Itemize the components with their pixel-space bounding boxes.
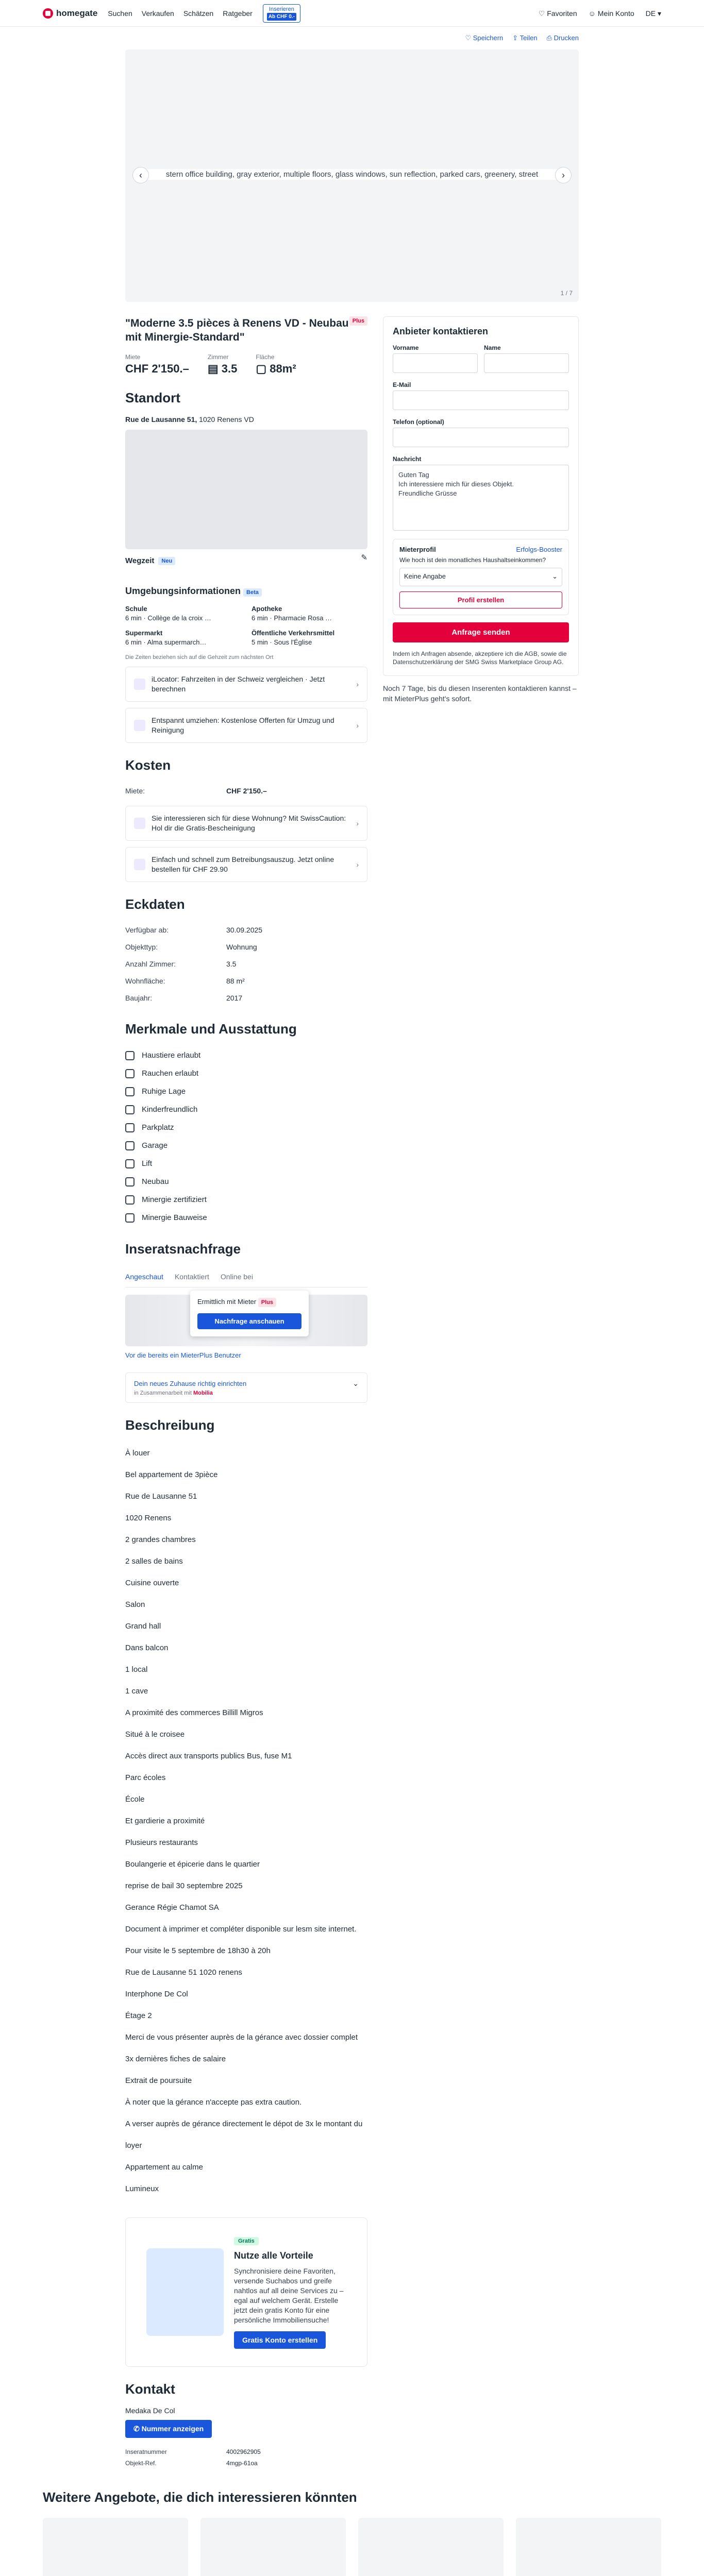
- blurred-demand-chart: [125, 1295, 367, 1346]
- swisscaution-card[interactable]: Sie interessieren sich für diese Wohnung? Mit SwissCaution: Hol dir die Gratis-Bescheinigung ›: [125, 806, 367, 841]
- description-line: École: [125, 1795, 145, 1804]
- message-textarea[interactable]: Guten Tag Ich interessiere mich für dieses Objekt. Freundliche Grüsse: [393, 465, 569, 531]
- description-line: Étage 2: [125, 2011, 152, 2020]
- description-line: Gerance Régie Chamot SA: [125, 1903, 219, 1912]
- nav-schaetzen[interactable]: Schätzen: [183, 9, 214, 18]
- listing-card-placeholder[interactable]: [200, 2518, 346, 2576]
- income-select[interactable]: Keine Angabe ⌄: [399, 568, 562, 586]
- minergie-icon: [125, 1213, 135, 1223]
- description-line: Merci de vous présenter auprès de la gérance avec dossier complet: [125, 2033, 358, 2042]
- merkmale-heading: Merkmale und Ausstattung: [125, 1021, 297, 1037]
- show-number-button[interactable]: ✆ Nummer anzeigen: [125, 2420, 212, 2438]
- description-line: Grand hall: [125, 1622, 161, 1631]
- quiet-icon: [125, 1087, 135, 1096]
- mieterprofil-box: Mieterprofil Erfolgs-Booster Wie hoch ist dein monatliches Haushaltseinkommen? Keine Angabe ⌄ Profil erstellen: [393, 539, 569, 615]
- area-value: ▢ 88m²: [256, 362, 296, 375]
- tab-online[interactable]: Online bei: [220, 1273, 253, 1281]
- language-select[interactable]: DE ▾: [645, 9, 661, 18]
- favorites-link[interactable]: ♡ Favoriten: [538, 9, 577, 18]
- lift-icon: [125, 1159, 135, 1168]
- print-icon: ⎙: [546, 34, 552, 42]
- feature-item: Garage: [125, 1137, 367, 1155]
- description-line: Pour visite le 5 septembre de 18h30 à 20h: [125, 1946, 271, 1955]
- heart-icon: ♡: [465, 34, 472, 42]
- mieterplus-hint: Noch 7 Tage, bis du diesen Inserenten kontaktieren kannst – mit MieterPlus geht's sofort.: [383, 684, 577, 703]
- chevron-down-icon: ⌄: [552, 572, 558, 580]
- nav-ratgeber[interactable]: Ratgeber: [223, 9, 253, 18]
- key-facts: Miete CHF 2'150.– Zimmer ▤ 3.5 Fläche ▢ 88m²: [125, 353, 296, 375]
- contact-name: Medaka De Col: [125, 2406, 175, 2415]
- nav-suchen[interactable]: Suchen: [108, 9, 132, 18]
- description-line: 2 grandes chambres: [125, 1535, 196, 1544]
- rooms-icon: ▤: [207, 362, 219, 375]
- description-line: Accès direct aux transports publics Bus, fuse M1: [125, 1752, 292, 1760]
- description-line: Salon: [125, 1600, 145, 1609]
- minergie-icon: [125, 1195, 135, 1205]
- inserieren-button[interactable]: Inserieren Ab CHF 0.-: [263, 4, 300, 23]
- rooms-value: ▤ 3.5: [207, 362, 238, 375]
- feature-item: Kinderfreundlich: [125, 1100, 367, 1118]
- chevron-down-icon: ⌄: [353, 1379, 359, 1387]
- nav-verkaufen[interactable]: Verkaufen: [141, 9, 174, 18]
- chevron-right-icon[interactable]: ›: [555, 167, 572, 183]
- description-text: [125, 1443, 367, 2200]
- image-alt-text: stern office building, gray exterior, multiple floors, glass windows, sun reflection, parked cars, greenery, street: [146, 169, 558, 180]
- homegate-logo[interactable]: homegate: [43, 8, 97, 19]
- listing-title: "Moderne 3.5 pièces à Renens VD - Neubau mit Minergie-Standard": [125, 317, 349, 343]
- description-line: Boulangerie et épicerie dans le quartier: [125, 1860, 260, 1869]
- parking-icon: [125, 1123, 135, 1132]
- listing-card-placeholder[interactable]: [358, 2518, 504, 2576]
- chevron-left-icon[interactable]: ‹: [132, 167, 149, 183]
- chevron-right-icon: ›: [356, 680, 359, 688]
- mieterplus-link[interactable]: Vor die bereits ein MieterPlus Benutzer: [125, 1351, 241, 1359]
- new-badge: Neu: [158, 557, 175, 565]
- listing-card-placeholder[interactable]: [43, 2518, 188, 2576]
- description-line: Document à imprimer et compléter disponible sur lesm site internet.: [125, 1925, 357, 1934]
- heart-icon: ♡: [538, 9, 545, 18]
- phone-icon: ✆: [133, 2425, 140, 2433]
- description-line: Rue de Lausanne 51: [125, 1492, 197, 1501]
- description-line: Cuisine ouverte: [125, 1579, 179, 1587]
- account-link[interactable]: ☺ Mein Konto: [588, 9, 634, 18]
- feature-item: Haustiere erlaubt: [125, 1046, 367, 1064]
- send-request-button[interactable]: Anfrage senden: [393, 622, 569, 642]
- edit-icon[interactable]: ✎: [361, 553, 367, 562]
- document-icon: [134, 859, 145, 870]
- shield-icon: [134, 818, 145, 829]
- chevron-right-icon: ›: [356, 819, 359, 827]
- child-icon: [125, 1105, 135, 1114]
- main-column: "Moderne 3.5 pièces à Renens VD - Neubau mit Minergie-Standard" Plus Miete CHF 2'150.– Zimmer ▤ 3.5 Fläche ▢ 88m² Standort Rue de Lausanne 51, 1020 Renens VD Wegzeit Neu ✎ Umgebungsinformationen Beta Schule 6 min · Collège de la croix … Apotheke 6 min · Pharmacie Rosa … Supermarkt 6 min · Alma supermarch… Öffentliche Verkehrsmittel 5 min · Sous l'Église Die Zeiten beziehen sich auf die Gehzeit zum nächsten Ort iLocator: Fahrzeiten in der Schweiz vergleichen · Jetzt berechnen › Entspannt umziehen: Kostenlose Offerten für Umzug und Reinigung › Kosten Miete: CHF 2'150.– Sie interessieren sich für diese Wohnung? Mit SwissCaution: Hol dir die Gratis-Bescheinigung › Einfach und schnell zum Betreibungsauszug. Jetzt online bestellen für CHF 29.90 › Eckdaten Verfügbar ab: 30.09.2025 Objekttyp: Wohnung Anzahl Zimmer: 3.5 Wohnfläche: 88 m² Baujahr: 2017 Merkmale und Ausstattung Haustiere erlaubt Rauchen erlaubt Ruhige Lage Kinderfreundlich Parkplatz Garage Lift Neubau Minergie zertifiziert Minergie Bauweise Inseratsnachfrage Angeschaut Kontaktiert Online bei Ermittlich mit Mieter Plus Nachfrage anschauen Vor die bereits ein MieterPlus Benutzer Dein neues Zuhause richtig einrichten ⌄ in Zusammenarbeit mit Mobilia Beschreibung À louer Bel appartement de 3pièce Rue de Lausanne 51 1020 Renens 2 grandes chambres 2 salles de bains Cuisine ouverte Salon Grand hall Dans balcon 1 local 1 cave A proximité des commerces Billill Migros Situé à le croisee Accès direct aux transports publics Bus, fuse M1 Parc écoles École Et gardierie a proximité Plusieurs restaurants Boulangerie et épicerie dans le quartier reprise de bail 30 septembre 2025 Gerance Régie Chamot SA Document à imprimer et compléter disponible sur lesm site internet. Pour visite le 5 septembre de 18h30 à 20h Rue de Lausanne 51 1020 renens Interphone De Col Étage 2 Merci de vous présenter auprès de la gérance avec dossier complet 3x dernières fiches de salaire Extrait de poursuite À noter que la gérance n'accepte pas extra caution. A verser auprès de gérance directement le dépot de 3x le montant du loyer Appartement au calme Lumineux Gratis Nutze alle Vorteile Synchronisiere deine Favoriten, versende Suchabos und greife nahtlos auf all deine Services zu – egal auf welchem Gerät. Erstelle jetzt dein gratis Konto für eine persönliche Immobiliensuche! Gratis Konto erstellen Kontakt Medaka De Col ✆ Nummer anzeigen Inseratnummer 4002962905 Objekt-Ref. 4mgp-61oa: [125, 317, 367, 2467]
- area-icon: ▢: [256, 362, 267, 375]
- weitere-heading: Weitere Angebote, die dich interessieren könnten: [43, 2489, 357, 2505]
- pet-icon: [125, 1051, 135, 1060]
- main-nav: [108, 9, 253, 18]
- nachfrage-button[interactable]: Nachfrage anschauen: [197, 1313, 301, 1329]
- tab-kontaktiert[interactable]: Kontaktiert: [174, 1273, 209, 1281]
- user-icon: ☺: [588, 9, 596, 18]
- location-map[interactable]: [125, 430, 367, 549]
- description-line: 1 cave: [125, 1687, 148, 1696]
- feature-item: Ruhige Lage: [125, 1082, 367, 1100]
- description-line: 2 salles de bains: [125, 1557, 183, 1566]
- description-line: Parc écoles: [125, 1773, 166, 1782]
- standort-heading: Standort: [125, 390, 180, 405]
- description-line: Plusieurs restaurants: [125, 1838, 198, 1847]
- lastname-input[interactable]: [484, 353, 569, 373]
- ilocator-card[interactable]: iLocator: Fahrzeiten in der Schweiz vergleichen · Jetzt berechnen ›: [125, 667, 367, 702]
- share-button[interactable]: ⇪ Teilen: [512, 34, 538, 42]
- email-field[interactable]: [393, 391, 569, 410]
- phone-illustration: [146, 2248, 224, 2336]
- description-line: À louer: [125, 1449, 150, 1458]
- rent-price: CHF 2'150.–: [125, 362, 189, 375]
- truck-icon: [134, 720, 145, 731]
- tab-angeschaut[interactable]: Angeschaut: [125, 1273, 163, 1281]
- moving-card[interactable]: Entspannt umziehen: Kostenlose Offerten für Umzug und Reinigung ›: [125, 708, 367, 743]
- feature-item: Lift: [125, 1155, 367, 1173]
- create-account-button[interactable]: Gratis Konto erstellen: [234, 2331, 326, 2349]
- description-line: Interphone De Col: [125, 1990, 188, 1998]
- description-line: Bel appartement de 3pièce: [125, 1470, 218, 1479]
- eckdaten-heading: Eckdaten: [125, 896, 185, 912]
- betreibung-card[interactable]: Einfach und schnell zum Betreibungsauszug. Jetzt online bestellen für CHF 29.90 ›: [125, 847, 367, 882]
- feature-item: Minergie zertifiziert: [125, 1191, 367, 1209]
- share-icon: ⇪: [512, 34, 518, 42]
- description-line: Dans balcon: [125, 1643, 169, 1652]
- feature-item: Rauchen erlaubt: [125, 1064, 367, 1082]
- ilocator-icon: [134, 679, 145, 690]
- similar-listings: [43, 2518, 661, 2576]
- image-counter: 1 / 7: [560, 290, 573, 297]
- description-line: Lumineux: [125, 2184, 159, 2193]
- firstname-input[interactable]: [393, 353, 478, 373]
- contact-sidebar: [383, 316, 579, 2469]
- umgebung-heading: Umgebungsinformationen Beta: [125, 586, 262, 597]
- logo-icon: [43, 8, 53, 19]
- listing-card-placeholder[interactable]: [516, 2518, 661, 2576]
- contact-form: Anbieter kontaktieren Vorname Name E-Mail Telefon (optional) Nachricht Guten Tag Ich interessiere mich für dieses Objekt. Freundliche Grüsse Mieterprofil Erfolgs-Booster Wie hoch ist dein monatliches Haushaltseinkommen? Keine Angabe ⌄ Profil erstellen Anfrage senden Indem ich Anfragen absende, akzeptiere ich die AGB, sowie die Datenschutzerklärung der SMG Swiss Marketplace Group AG.: [383, 316, 579, 676]
- description-line: A proximité des commerces Billill Migros: [125, 1708, 263, 1717]
- feature-item: Minergie Bauweise: [125, 1209, 367, 1227]
- listing-actions: [125, 27, 579, 49]
- feature-item: Neubau: [125, 1173, 367, 1191]
- feature-item: Parkplatz: [125, 1118, 367, 1137]
- description-line: 1 local: [125, 1665, 148, 1674]
- description-line: Extrait de poursuite: [125, 2076, 192, 2085]
- demand-tabs: [125, 1266, 367, 1287]
- mieterplus-popup: Ermittlich mit Mieter Plus Nachfrage anschauen: [190, 1291, 309, 1336]
- chevron-right-icon: ›: [356, 860, 359, 869]
- beschreibung-heading: Beschreibung: [125, 1417, 215, 1433]
- image-gallery[interactable]: [125, 49, 579, 302]
- print-button[interactable]: ⎙ Drucken: [546, 34, 579, 42]
- description-line: Rue de Lausanne 51 1020 renens: [125, 1968, 242, 1977]
- vorteile-card: Gratis Nutze alle Vorteile Synchronisiere deine Favoriten, versende Suchabos und greife nahtlos auf all deine Services zu – egal auf welchem Gerät. Erstelle jetzt dein gratis Konto für eine persönliche Immobiliensuche! Gratis Konto erstellen: [125, 2217, 367, 2367]
- description-line: reprise de bail 30 septembre 2025: [125, 1882, 243, 1890]
- top-header: [0, 0, 704, 27]
- description-line: 3x dernières fiches de salaire: [125, 2055, 226, 2063]
- description-line: Situé à le croisee: [125, 1730, 185, 1739]
- chevron-right-icon: ›: [356, 721, 359, 730]
- new-building-icon: [125, 1177, 135, 1187]
- description-line: A verser auprès de gérance directement le dépot de 3x le montant du loyer: [125, 2120, 363, 2150]
- plus-badge: Plus: [349, 316, 367, 326]
- description-line: À noter que la gérance n'accepte pas extra caution.: [125, 2098, 302, 2107]
- kosten-heading: Kosten: [125, 757, 171, 773]
- description-line: Et gardierie a proximité: [125, 1817, 205, 1825]
- description-line: 1020 Renens: [125, 1514, 172, 1522]
- create-profile-button[interactable]: Profil erstellen: [399, 591, 562, 608]
- garage-icon: [125, 1141, 135, 1150]
- smoking-icon: [125, 1069, 135, 1078]
- mobilia-promo[interactable]: Dein neues Zuhause richtig einrichten ⌄ in Zusammenarbeit mit Mobilia: [125, 1372, 367, 1403]
- wegzeit-row[interactable]: Wegzeit Neu: [125, 556, 175, 565]
- description-line: Appartement au calme: [125, 2163, 203, 2172]
- address: Rue de Lausanne 51, 1020 Renens VD: [125, 415, 254, 423]
- kontakt-heading: Kontakt: [125, 2381, 175, 2397]
- save-button[interactable]: ♡ Speichern: [465, 34, 504, 42]
- environment-grid: Schule 6 min · Collège de la croix … Apotheke 6 min · Pharmacie Rosa … Supermarkt 6 min · Alma supermarch… Öffentliche Verkehrsmittel 5 min · Sous l'Église: [125, 605, 335, 646]
- phone-field[interactable]: [393, 428, 569, 447]
- inseratsnachfrage-heading: Inseratsnachfrage: [125, 1241, 241, 1257]
